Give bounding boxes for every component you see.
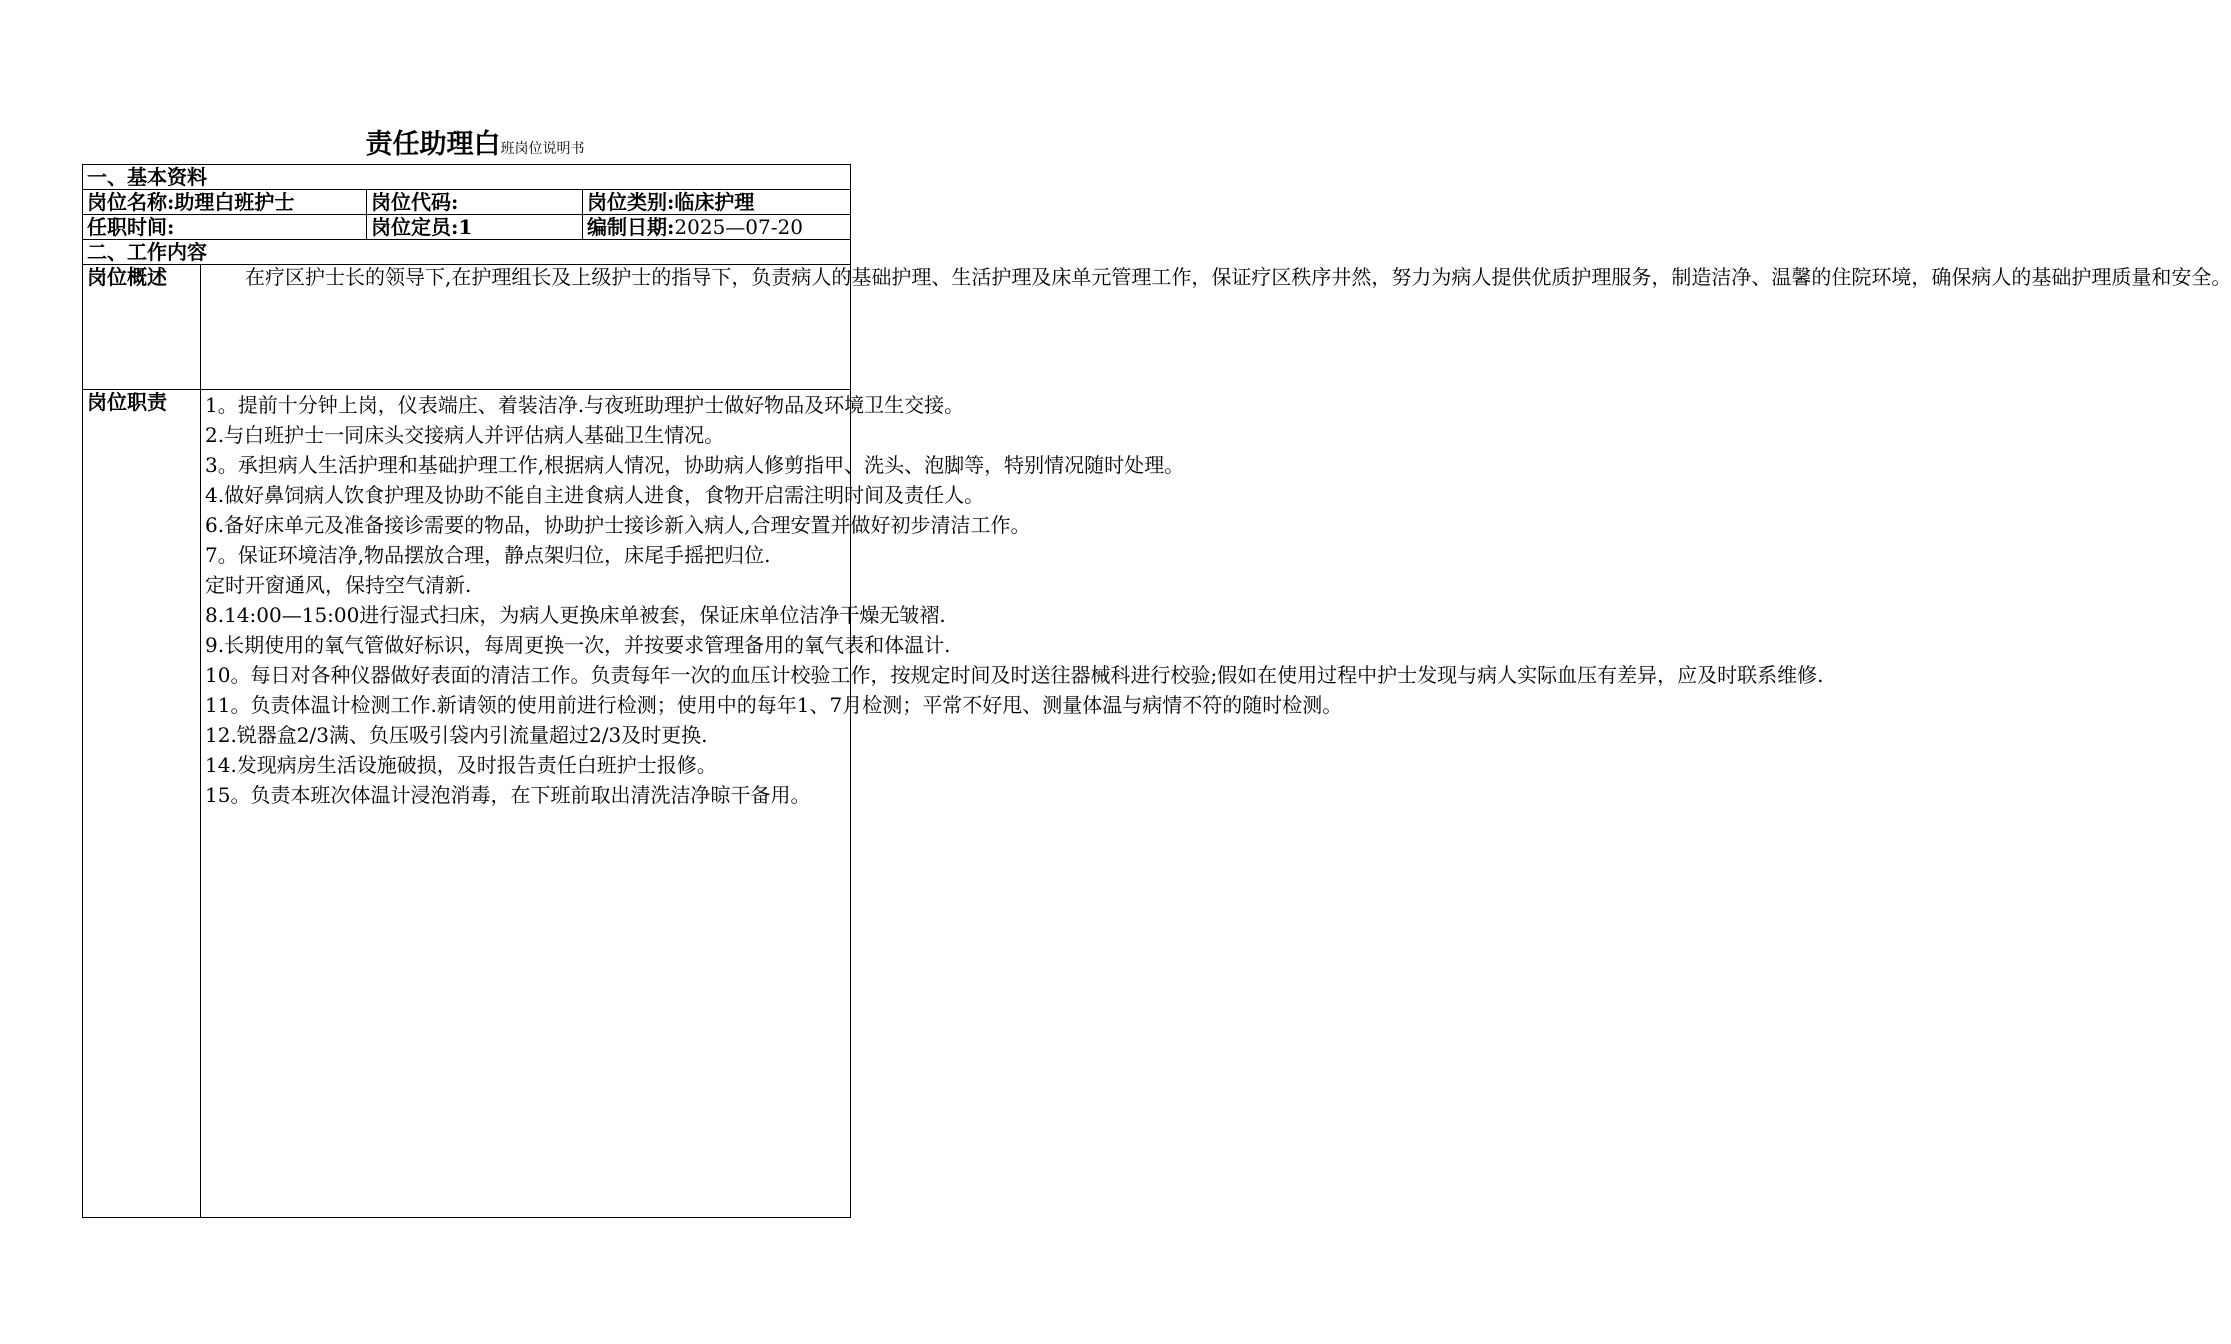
job-description-table [82,164,2231,1218]
compile-date-value: 2025—07-20 [674,215,803,239]
document-title [0,122,950,161]
duty-item: 11。负责体温计检测工作.新请领的使用前进行检测；使用中的每年1、7月检测；平常不好甩、测量体温与病情不符的随时检测。 [205,693,1343,717]
duty-item: 7。保证环境洁净,物品摆放合理，静点架归位，床尾手摇把归位. [205,543,771,567]
duty-item: 1。提前十分钟上岗，仪表端庄、着装洁净.与夜班助理护士做好物品及环境卫生交接。 [205,393,965,417]
overview-label: 岗位概述 [83,265,201,390]
duty-item: 2.与白班护士一同床头交接病人并评估病人基础卫生情况。 [205,423,725,447]
position-category: 岗位类别:临床护理 [583,190,851,215]
duty-item: 14.发现病房生活设施破损，及时报告责任白班护士报修。 [205,753,717,777]
duty-item: 3。承担病人生活护理和基础护理工作,根据病人情况，协助病人修剪指甲、洗头、泡脚等，特别情况随时处理。 [205,453,1185,477]
duty-item: 12.锐器盒2/3满、负压吸引袋内引流量超过2/3及时更换. [205,723,708,747]
title-main: 责任助理白 [365,129,501,160]
title-sub: 班岗位说明书 [500,141,585,157]
section-heading-work: 二、工作内容 [83,240,851,265]
compile-date-label: 编制日期: [587,215,675,239]
headcount: 岗位定员:1 [367,215,583,240]
duties-list [201,390,1824,1218]
duties-label: 岗位职责 [83,390,201,1218]
overview-text: 在疗区护士长的领导下,在护理组长及上级护士的指导下，负责病人的基础护理、生活护理及床单元管理工作，保证疗区秩序井然，努力为病人提供优质护理服务，制造洁净、温馨的住院环境，确保病人的基础护理质量和安全。 [201,265,851,390]
tenure-time: 任职时间: [83,215,367,240]
duty-item: 15。负责本班次体温计浸泡消毒，在下班前取出清洗洁净晾干备用。 [205,783,811,807]
section-heading-basic: 一、基本资料 [83,165,851,190]
compile-date [583,215,851,240]
duty-item: 8.14:00—15:00进行湿式扫床，为病人更换床单被套，保证床单位洁净干燥无皱褶. [205,603,946,627]
duty-item: 6.备好床单元及准备接诊需要的物品，协助护士接诊新入病人,合理安置并做好初步清洁工作。 [205,513,1031,537]
duty-item: 9.长期使用的氧气管做好标识，每周更换一次，并按要求管理备用的氧气表和体温计. [205,633,951,657]
position-name: 岗位名称:助理白班护士 [83,190,367,215]
duty-item: 10。每日对各种仪器做好表面的清洁工作。负责每年一次的血压计校验工作，按规定时间及时送往器械科进行校验;假如在使用过程中护士发现与病人实际血压有差异，应及时联系维修. [205,663,1824,687]
position-code: 岗位代码: [367,190,583,215]
duty-item: 4.做好鼻饲病人饮食护理及协助不能自主进食病人进食，食物开启需注明时间及责任人。 [205,483,985,507]
duty-item: 定时开窗通风，保持空气清新. [205,573,472,597]
